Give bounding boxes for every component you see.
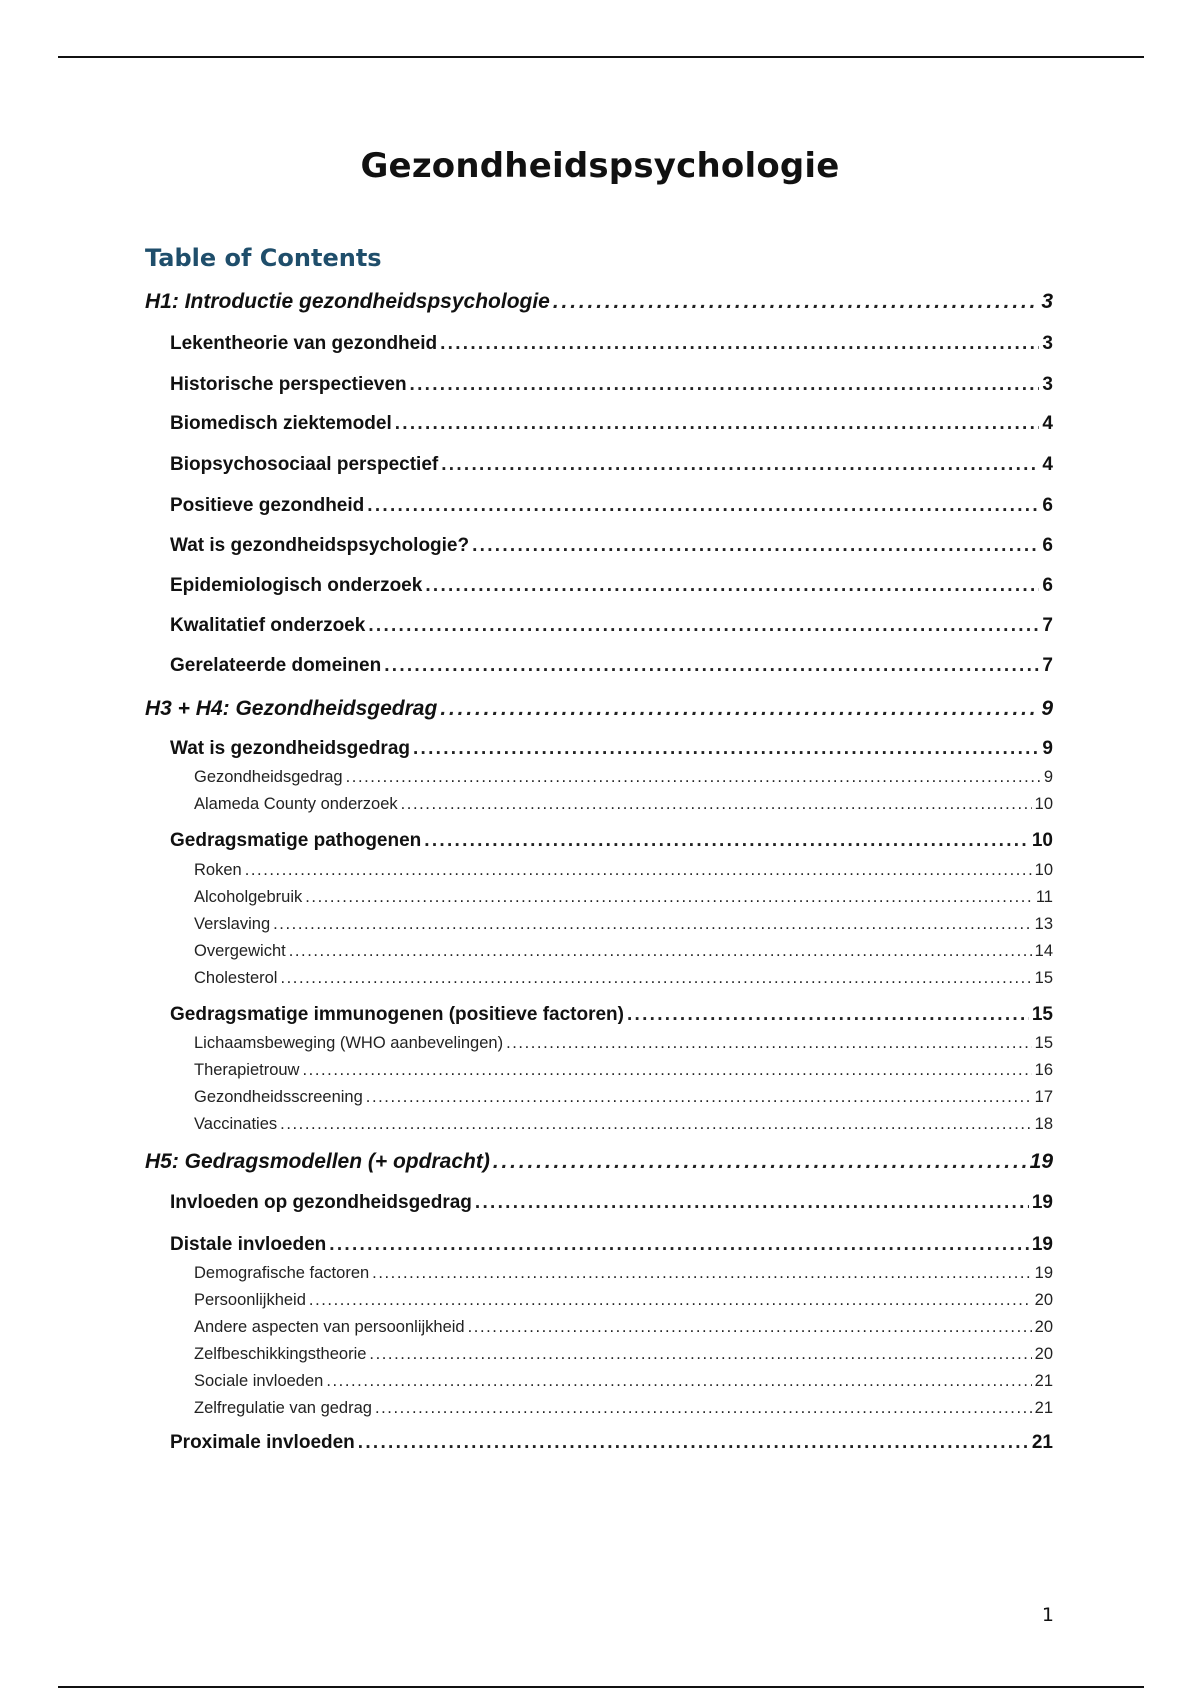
toc-entry-label: Gedragsmatige pathogenen [170, 830, 422, 851]
toc-dot-leader [280, 969, 1031, 988]
toc-entry-level-2[interactable] [170, 333, 1053, 355]
toc-entry-label: Overgewicht [194, 942, 286, 960]
toc-entry-label: Epidemiologisch onderzoek [170, 575, 423, 596]
toc-entry-level-2[interactable] [170, 413, 1053, 435]
toc-entry-label: Distale invloeden [170, 1234, 327, 1255]
toc-entry-level-3[interactable] [194, 861, 1053, 880]
toc-entry-level-3[interactable] [194, 768, 1053, 787]
toc-dot-leader [369, 1345, 1031, 1364]
toc-entry-label: Zelfregulatie van gedrag [194, 1399, 372, 1417]
toc-entry-level-3[interactable] [194, 1291, 1053, 1310]
toc-entry-level-2[interactable] [170, 535, 1053, 557]
toc-entry-level-1[interactable] [145, 1150, 1053, 1174]
toc-dot-leader [468, 1318, 1032, 1337]
toc-entry-label: Alcoholgebruik [194, 888, 303, 906]
toc-dot-leader [384, 655, 1039, 677]
toc-dot-leader [309, 1291, 1032, 1310]
toc-entry-level-2[interactable] [170, 738, 1053, 760]
toc-entry-level-3[interactable] [194, 1399, 1053, 1418]
toc-entry-page: 15 [1034, 1034, 1053, 1052]
toc-entry-page: 6 [1042, 535, 1053, 556]
toc-entry-label: Cholesterol [194, 969, 278, 987]
toc-dot-leader [425, 575, 1039, 597]
toc-dot-leader [358, 1432, 1029, 1454]
page-number: 1 [1041, 1604, 1054, 1626]
toc-entry-page: 9 [1043, 768, 1053, 786]
toc-entry-page: 3 [1041, 290, 1053, 313]
toc-entry-level-3[interactable] [194, 1088, 1053, 1107]
toc-entry-page: 11 [1035, 888, 1053, 906]
toc-entry-label: Persoonlijkheid [194, 1291, 306, 1309]
toc-entry-level-2[interactable] [170, 374, 1053, 396]
toc-entry-level-3[interactable] [194, 915, 1053, 934]
toc-dot-leader [245, 861, 1032, 880]
document-title: Gezondheidspsychologie [360, 146, 840, 186]
toc-dot-leader [289, 942, 1032, 961]
toc-entry-level-2[interactable] [170, 1432, 1053, 1454]
toc-entry-page: 6 [1042, 575, 1053, 596]
toc-entry-level-2[interactable] [170, 454, 1053, 476]
toc-entry-page: 21 [1031, 1432, 1053, 1453]
toc-entry-label: Proximale invloeden [170, 1432, 355, 1453]
toc-dot-leader [493, 1150, 1027, 1174]
toc-dot-leader [410, 374, 1040, 396]
toc-entry-page: 6 [1042, 495, 1053, 516]
toc-entry-page: 10 [1031, 830, 1053, 851]
toc-dot-leader [372, 1264, 1031, 1283]
toc-entry-level-2[interactable] [170, 1192, 1053, 1214]
toc-dot-leader [395, 413, 1040, 435]
toc-entry-label: H5: Gedragsmodellen (+ opdracht) [145, 1150, 490, 1173]
toc-entry-page: 4 [1042, 413, 1053, 434]
toc-entry-label: H3 + H4: Gezondheidsgedrag [145, 697, 438, 720]
toc-entry-page: 21 [1034, 1372, 1053, 1390]
toc-dot-leader [413, 738, 1039, 760]
toc-entry-page: 9 [1041, 697, 1053, 720]
toc-entry-level-3[interactable] [194, 969, 1053, 988]
toc-dot-leader [553, 290, 1038, 314]
toc-dot-leader [346, 768, 1041, 787]
toc-dot-leader [401, 795, 1032, 814]
toc-entry-label: Roken [194, 861, 242, 879]
toc-dot-leader [367, 495, 1039, 517]
toc-entry-page: 20 [1034, 1291, 1053, 1309]
toc-entry-page: 4 [1042, 454, 1053, 475]
toc-entry-label: Verslaving [194, 915, 271, 933]
bottom-rule [58, 1686, 1144, 1688]
toc-entry-label: Alameda County onderzoek [194, 795, 398, 813]
toc-dot-leader [375, 1399, 1032, 1418]
toc-entry-page: 15 [1031, 1004, 1053, 1025]
toc-dot-leader [280, 1115, 1031, 1134]
toc-dot-leader [627, 1004, 1029, 1026]
toc-entry-label: Biopsychosociaal perspectief [170, 454, 439, 475]
toc-entry-label: Andere aspecten van persoonlijkheid [194, 1318, 465, 1336]
toc-entry-page: 19 [1034, 1264, 1053, 1282]
toc-dot-leader [424, 830, 1029, 852]
toc-entry-page: 21 [1034, 1399, 1053, 1417]
toc-entry-label: Gedragsmatige immunogenen (positieve factoren) [170, 1004, 624, 1025]
toc-entry-level-2[interactable] [170, 1234, 1053, 1256]
toc-entry-page: 17 [1034, 1088, 1053, 1106]
toc-entry-label: Biomedisch ziektemodel [170, 413, 392, 434]
toc-dot-leader [329, 1234, 1029, 1256]
toc-entry-page: 20 [1034, 1318, 1053, 1336]
toc-entry-label: Vaccinaties [194, 1115, 278, 1133]
toc-entry-label: Wat is gezondheidspsychologie? [170, 535, 470, 556]
toc-entry-level-3[interactable] [194, 1372, 1053, 1391]
toc-entry-level-2[interactable] [170, 615, 1053, 637]
toc-entry-label: Gezondheidsgedrag [194, 768, 343, 786]
toc-entry-level-2[interactable] [170, 575, 1053, 597]
toc-entry-level-2[interactable] [170, 830, 1053, 852]
toc-entry-label: Gezondheidsscreening [194, 1088, 363, 1106]
toc-entry-label: Kwalitatief onderzoek [170, 615, 366, 636]
toc-entry-label: Zelfbeschikkingstheorie [194, 1345, 367, 1363]
toc-entry-label: Demografische factoren [194, 1264, 370, 1282]
toc-entry-label: Invloeden op gezondheidsgedrag [170, 1192, 472, 1213]
toc-entry-page: 13 [1034, 915, 1053, 933]
toc-entry-level-3[interactable] [194, 1318, 1053, 1337]
toc-entry-level-2[interactable] [170, 655, 1053, 677]
toc-entry-level-3[interactable] [194, 1115, 1053, 1134]
toc-entry-page: 14 [1034, 942, 1053, 960]
toc-entry-level-1[interactable] [145, 697, 1053, 721]
toc-dot-leader [366, 1088, 1032, 1107]
toc-entry-label: Gerelateerde domeinen [170, 655, 382, 676]
toc-dot-leader [440, 697, 1038, 721]
toc-entry-page: 9 [1042, 738, 1053, 759]
toc-entry-label: Positieve gezondheid [170, 495, 365, 516]
toc-entry-level-2[interactable] [170, 495, 1053, 517]
toc-entry-label: Historische perspectieven [170, 374, 407, 395]
toc-entry-label: Wat is gezondheidsgedrag [170, 738, 410, 759]
toc-entry-level-3[interactable] [194, 942, 1053, 961]
toc-entry-page: 19 [1031, 1192, 1053, 1213]
toc-entry-page: 19 [1031, 1234, 1053, 1255]
toc-entry-level-3[interactable] [194, 888, 1053, 907]
toc-entry-page: 3 [1042, 374, 1053, 395]
toc-entry-page: 16 [1034, 1061, 1053, 1079]
toc-entry-label: Sociale invloeden [194, 1372, 324, 1390]
toc-entry-page: 7 [1042, 615, 1053, 636]
toc-entry-page: 10 [1034, 861, 1053, 879]
toc-dot-leader [506, 1034, 1032, 1053]
toc-dot-leader [368, 615, 1039, 637]
toc-dot-leader [305, 888, 1033, 907]
toc-entry-page: 20 [1034, 1345, 1053, 1363]
toc-dot-leader [475, 1192, 1029, 1214]
toc-entry-level-2[interactable] [170, 1004, 1053, 1026]
toc-entry-level-1[interactable] [145, 290, 1053, 314]
toc-entry-label: Lichaamsbeweging (WHO aanbevelingen) [194, 1034, 504, 1052]
toc-entry-level-3[interactable] [194, 1061, 1053, 1080]
toc-entry-page: 7 [1042, 655, 1053, 676]
toc-entry-level-3[interactable] [194, 1345, 1053, 1364]
toc-entry-page: 18 [1034, 1115, 1053, 1133]
toc-entry-label: H1: Introductie gezondheidspsychologie [145, 290, 550, 313]
toc-dot-leader [472, 535, 1039, 557]
toc-entry-label: Lekentheorie van gezondheid [170, 333, 438, 354]
toc-entry-page: 19 [1029, 1150, 1053, 1173]
toc-entry-label: Therapietrouw [194, 1061, 300, 1079]
toc-entry-level-3[interactable] [194, 795, 1053, 814]
toc-dot-leader [326, 1372, 1031, 1391]
toc-entry-level-3[interactable] [194, 1264, 1053, 1283]
toc-heading: Table of Contents [145, 244, 382, 272]
toc-dot-leader [302, 1061, 1031, 1080]
toc-entry-page: 10 [1034, 795, 1053, 813]
toc-dot-leader [440, 333, 1039, 355]
toc-dot-leader [273, 915, 1032, 934]
toc-dot-leader [441, 454, 1039, 476]
toc-entry-page: 3 [1042, 333, 1053, 354]
toc-entry-page: 15 [1034, 969, 1053, 987]
toc-entry-level-3[interactable] [194, 1034, 1053, 1053]
